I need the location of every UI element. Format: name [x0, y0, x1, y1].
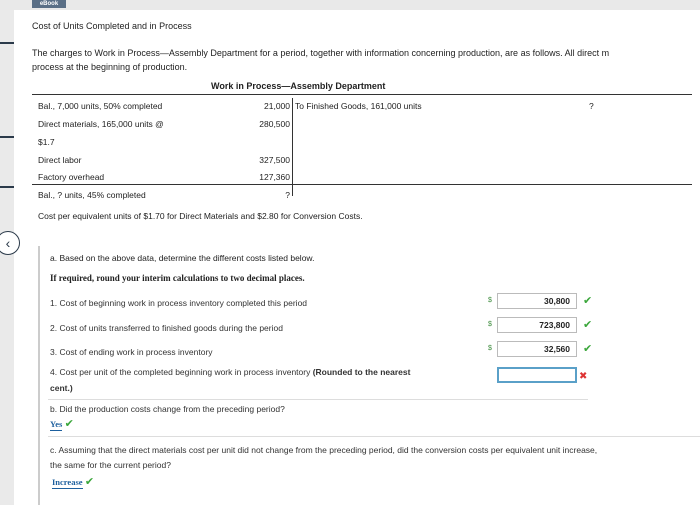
incorrect-x-icon: ✖ — [579, 371, 588, 382]
correct-check-icon: ✔ — [64, 418, 74, 430]
cost-per-unit-input[interactable] — [497, 367, 577, 383]
correct-check-icon: ✔ — [583, 319, 593, 331]
t-debit-amount: 127,360 — [259, 172, 290, 182]
currency-symbol: $ — [488, 321, 492, 328]
t-credit-amount: ? — [589, 101, 594, 111]
t-account-title: Work in Process—Assembly Department — [211, 81, 386, 91]
intro-line: process at the beginning of production. — [32, 62, 188, 72]
cost-item-label: 3. Cost of ending work in process inventory — [50, 347, 213, 357]
part-b-select[interactable] — [50, 417, 74, 430]
part-c-prompt-cont: the same for the current period? — [50, 460, 171, 470]
t-debit-label: Bal., 7,000 units, 50% completed — [38, 101, 163, 111]
section-divider — [48, 399, 588, 400]
sidebar-marker — [0, 42, 14, 44]
cost-item-text: 4. Cost per unit of the completed beginning work in process inventory — [50, 367, 313, 377]
t-debit-amount: 21,000 — [264, 101, 290, 111]
problem-content — [14, 10, 700, 505]
cost-item-label-cont: cent.) — [50, 383, 73, 393]
problem-intro — [32, 46, 609, 74]
left-sidebar — [0, 10, 14, 505]
cost-answer-input[interactable]: 30,800 — [497, 293, 577, 309]
cost-answer-input[interactable]: 32,560 — [497, 341, 577, 357]
currency-symbol: $ — [488, 297, 492, 304]
cost-item-label: 2. Cost of units transferred to finished goods during the period — [50, 323, 283, 333]
part-c-select[interactable] — [52, 475, 94, 488]
correct-check-icon: ✔ — [583, 343, 593, 355]
t-credit-label: To Finished Goods, 161,000 units — [295, 101, 422, 111]
part-b-answer[interactable]: Yes — [50, 419, 63, 429]
part-b-prompt: b. Did the production costs change from the preceding period? — [50, 404, 285, 414]
sidebar-marker — [0, 136, 14, 138]
top-bar — [0, 0, 700, 10]
part-a-prompt: a. Based on the above data, determine the different costs listed below. — [50, 253, 315, 263]
part-c-prompt: c. Assuming that the direct materials cost per unit did not change from the preceding period, did the conversion costs per equivalent unit increase, — [50, 445, 598, 455]
sidebar-marker — [0, 186, 14, 188]
correct-check-icon: ✔ — [84, 476, 95, 488]
t-debit-label: Direct materials, 165,000 units @ — [38, 119, 164, 129]
t-account-footnote: Cost per equivalent units of $1.70 for Direct Materials and $2.80 for Conversion Costs. — [38, 211, 363, 221]
t-debit-amount: 280,500 — [259, 119, 290, 129]
t-account-top-rule — [32, 94, 692, 95]
cost-answer-input[interactable]: 723,800 — [497, 317, 577, 333]
cost-item-label — [50, 367, 410, 377]
t-debit-amount: ? — [285, 190, 290, 200]
currency-symbol: $ — [488, 345, 492, 352]
problem-title: Cost of Units Completed and in Process — [32, 21, 192, 31]
t-debit-label: $1.7 — [38, 137, 55, 147]
back-chevron-icon[interactable]: ‹ — [0, 231, 20, 255]
correct-check-icon: ✔ — [583, 295, 593, 307]
t-debit-label: Direct labor — [38, 155, 82, 165]
part-c-answer[interactable]: Increase — [52, 477, 83, 487]
cost-item-label: 1. Cost of beginning work in process inventory completed this period — [50, 298, 308, 308]
section-divider — [48, 436, 700, 437]
ebook-tab[interactable]: eBook — [32, 0, 66, 8]
intro-line: The charges to Work in Process—Assembly Department for a period, together with information concerning production, are as follows. All direct m — [32, 48, 610, 58]
t-account-bottom-rule — [32, 184, 692, 185]
cost-item-rounding: (Rounded to the nearest — [312, 367, 411, 377]
t-debit-label: Factory overhead — [38, 172, 105, 182]
t-debit-amount: 327,500 — [259, 155, 290, 165]
t-account-divider — [292, 98, 293, 196]
rounding-instruction: If required, round your interim calculations to two decimal places. — [50, 273, 305, 283]
t-debit-label: Bal., ? units, 45% completed — [38, 190, 146, 200]
